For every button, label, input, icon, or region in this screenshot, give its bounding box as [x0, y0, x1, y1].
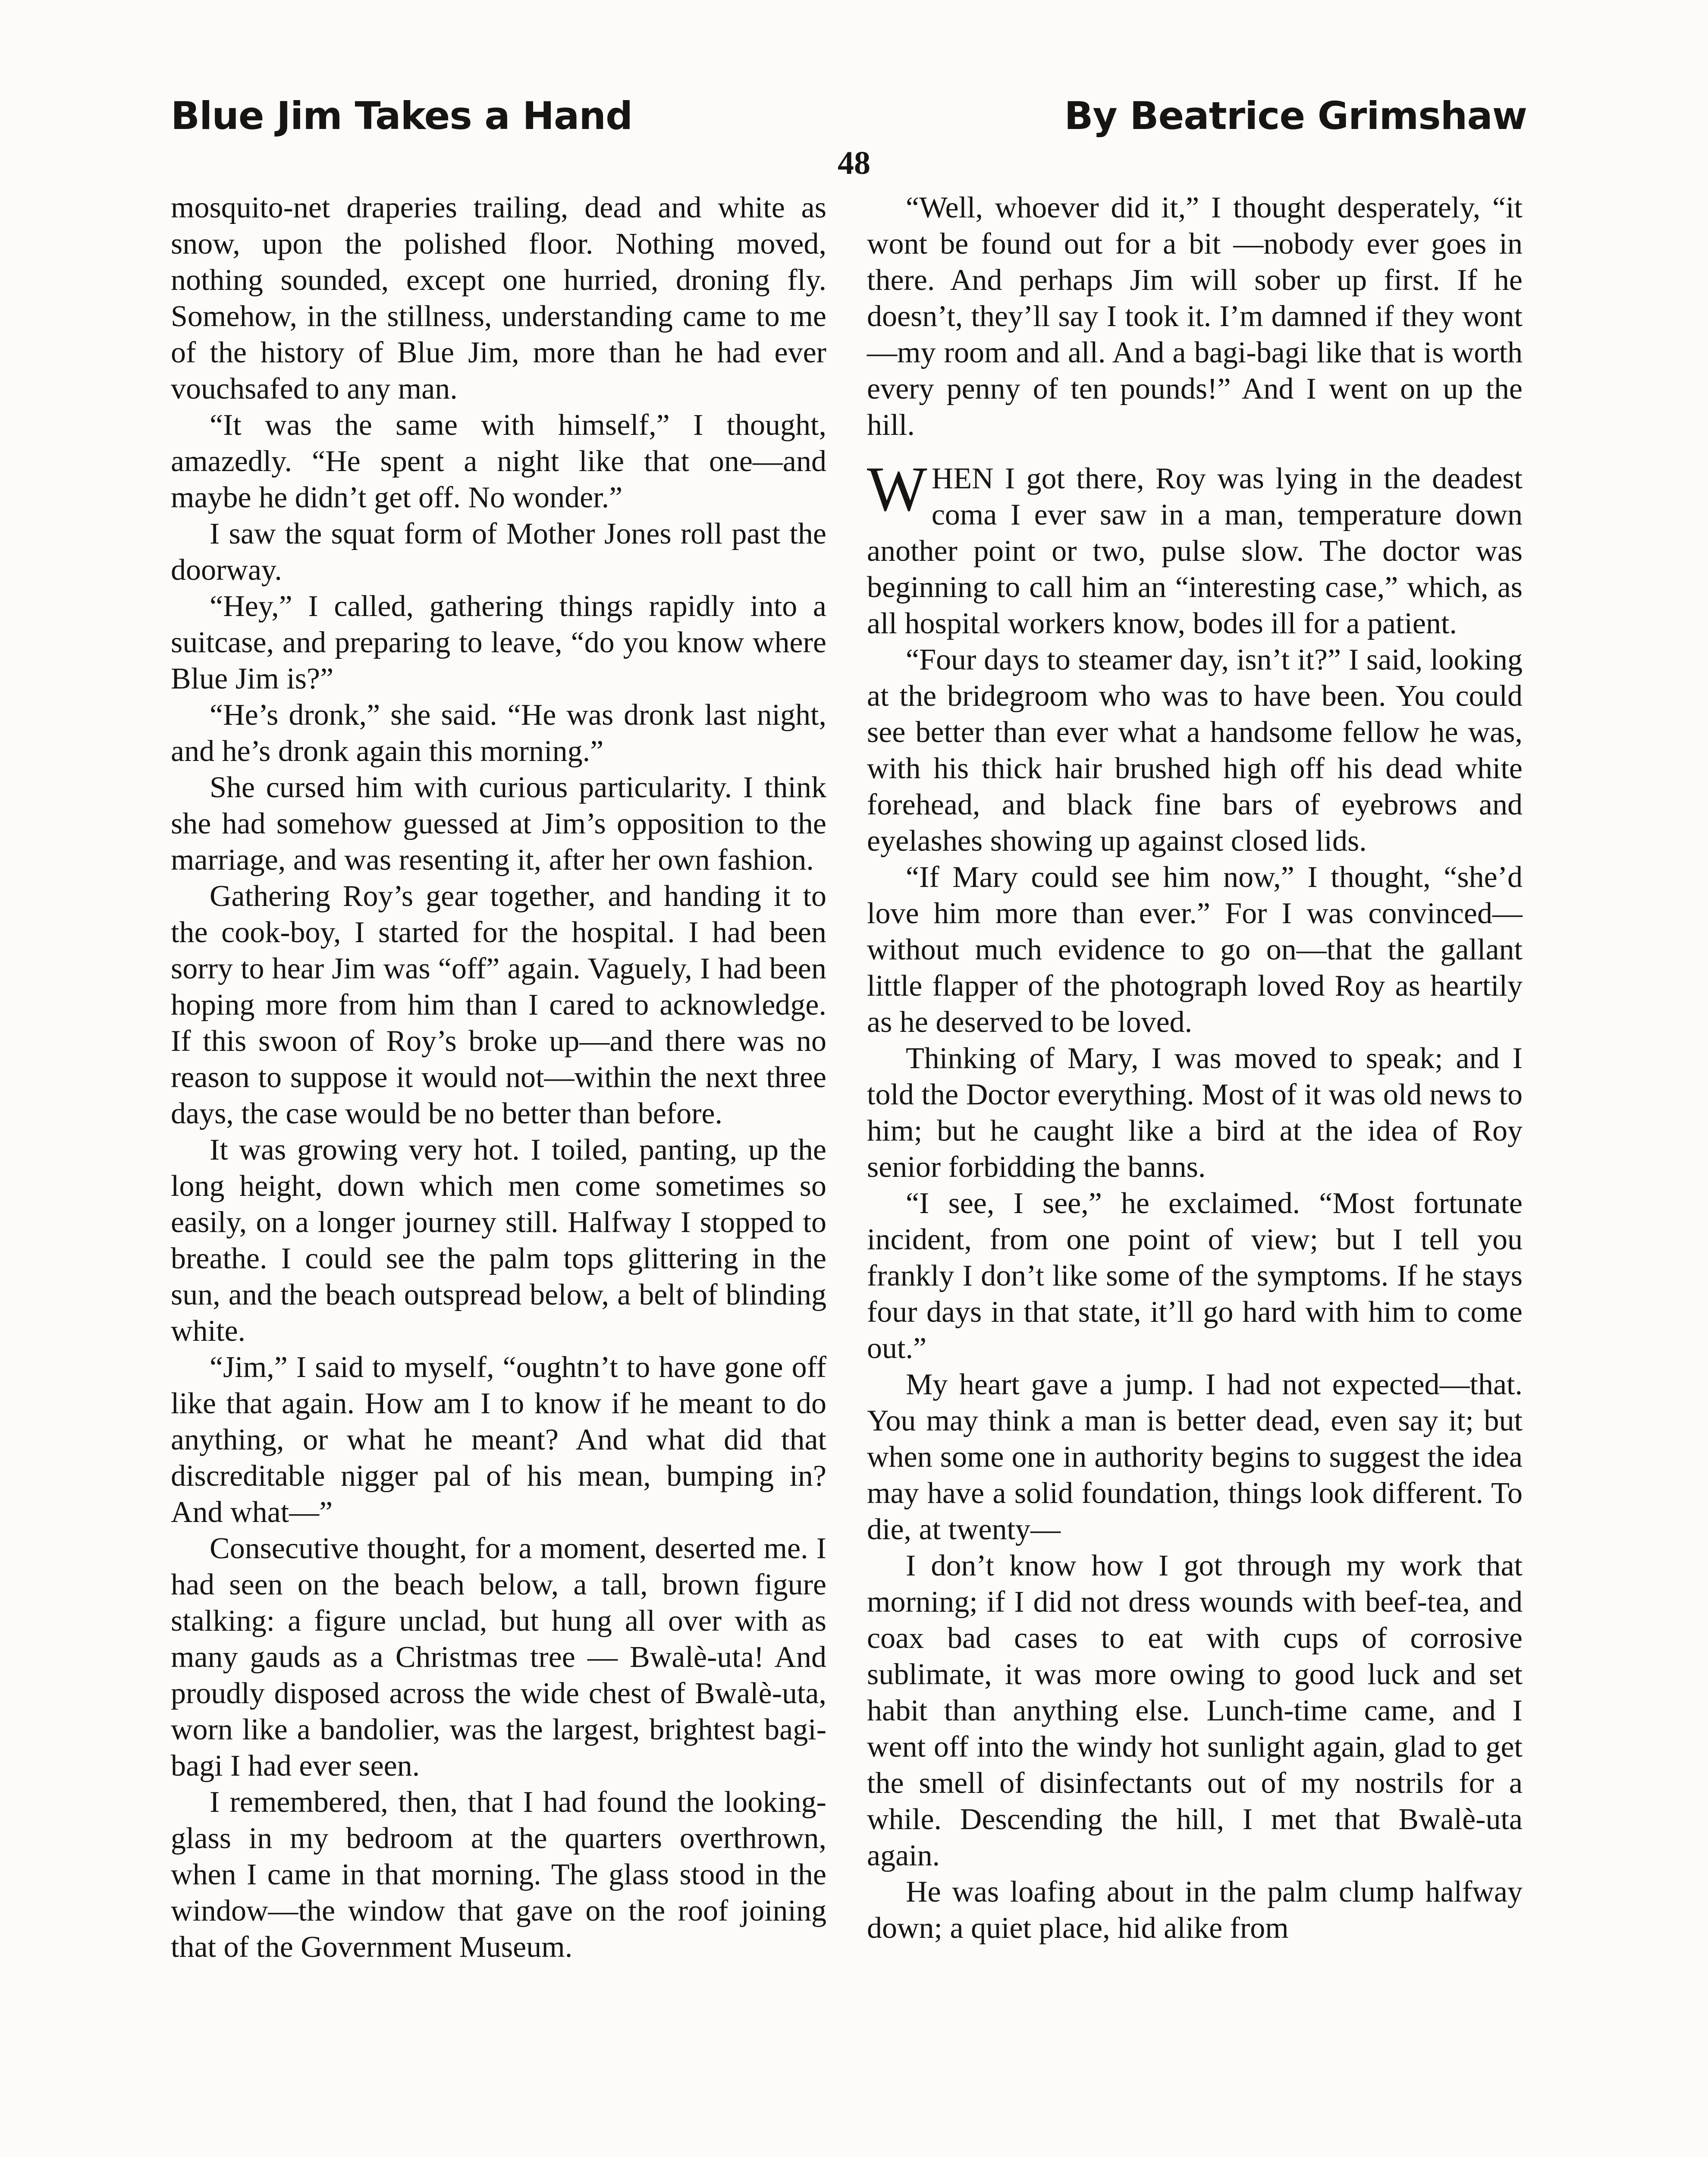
paragraph-text: “If Mary could see him now,” I thought, “she’d love him more than ever.” For I was convinced—without much evidence to go on—that the gallant little flapper of the photograph loved Roy as heartily as he deserved to be loved. — [867, 861, 1523, 1039]
paragraph — [171, 1784, 826, 1965]
paragraph-text: “Hey,” I called, gathering things rapidly into a suitcase, and preparing to leave, “do you know where Blue Jim is?” — [171, 590, 826, 695]
paragraph-text: Consecutive thought, for a moment, deserted me. I had seen on the beach below, a tall, brown figure stalking: a figure unclad, but hung all over with as many gauds as a Christmas tree — Bwalè-uta! And proudly disposed across the wide chest of Bwalè-uta, worn like a bandolier, was the largest, brightest bagi-bagi I had ever seen. — [171, 1532, 826, 1783]
paragraph-text: Gathering Roy’s gear together, and handing it to the cook-boy, I started for the hospital. I had been sorry to hear Jim was “off” again. Vaguely, I had been hoping more from him than I cared to acknowledge. If this swoon of Roy’s broke up—and there was no reason to suppose it would not—within the next three days, the case would be no better than before. — [171, 880, 826, 1130]
paragraph-text: Thinking of Mary, I was moved to speak; and I told the Doctor everything. Most of it was old news to him; but he caught like a bird at the idea of Roy senior forbidding the banns. — [867, 1042, 1523, 1184]
paragraph-text: “Jim,” I said to myself, “oughtn’t to have gone off like that again. How am I to know if he meant to do anything, or what he meant? And what did that discreditable nigger pal of his mean, bumping in? And what—” — [171, 1351, 826, 1529]
paragraph-text: mosquito-net draperies trailing, dead and white as snow, upon the polished floor. Nothing moved, nothing sounded, except one hurried, droning fly. Somehow, in the stillness, understanding came to me of the history of Blue Jim, more than he had ever vouchsafed to any man. — [171, 191, 826, 406]
paragraph — [171, 1531, 826, 1784]
paragraph — [171, 878, 826, 1132]
paragraph — [867, 454, 1523, 642]
paragraph-text: “I see, I see,” he exclaimed. “Most fortunate incident, from one point of view; but I tell you frankly I don’t like some of the symptoms. If he stays four days in that state, it’ll go hard with him to come out.” — [867, 1187, 1523, 1365]
paragraph-text: HEN I got there, Roy was lying in the deadest coma I ever saw in a man, temperature down another point or two, pulse slow. The doctor was beginning to call him an “interesting case,” which, as all hospital workers know, bodes ill for a patient. — [867, 462, 1523, 640]
paragraph — [171, 588, 826, 697]
paragraph — [867, 1041, 1523, 1185]
paragraph-text: I don’t know how I got through my work that morning; if I did not dress wounds with beef-tea, and coax bad cases to eat with cups of corrosive sublimate, it was more owing to good luck and set habit than anything else. Lunch-time came, and I went off into the windy hot sunlight again, glad to get the smell of disinfectants out of my nostrils for a while. Descending the hill, I met that Bwalè-uta again. — [867, 1549, 1523, 1872]
paragraph-text: He was loafing about in the palm clump halfway down; a quiet place, hid alike from — [867, 1875, 1523, 1945]
page-number: 48 — [838, 145, 870, 181]
paragraph — [867, 642, 1523, 859]
paragraph-text: She cursed him with curious particularity. I think she had somehow guessed at Jim’s opposition to the marriage, and was resenting it, after her own fashion. — [171, 771, 826, 877]
paragraph — [171, 407, 826, 516]
drop-cap: W — [867, 454, 927, 525]
paragraph — [171, 190, 826, 407]
paragraph-text: “It was the same with himself,” I thought, amazedly. “He spent a night like that one—and maybe he didn’t get off. No wonder.” — [171, 409, 826, 514]
paragraph — [171, 697, 826, 770]
left-text-column — [171, 190, 826, 1965]
paragraph-text: “Well, whoever did it,” I thought desperately, “it wont be found out for a bit —nobody ever goes in there. And perhaps Jim will sober up first. If he doesn’t, they’ll say I took it. I’m damned if they wont—my room and all. And a bagi-bagi like that is worth every penny of ten pounds!” And I went on up the hill. — [867, 191, 1523, 442]
paragraph-text: I remembered, then, that I had found the looking-glass in my bedroom at the quarters overthrown, when I came in that morning. The glass stood in the window—the window that gave on the roof joining that of the Government Museum. — [171, 1786, 826, 1964]
paragraph — [171, 770, 826, 878]
author-byline: By Beatrice Grimshaw — [1064, 94, 1527, 138]
right-text-column — [867, 190, 1523, 1946]
paragraph — [867, 1367, 1523, 1548]
paragraph — [171, 516, 826, 588]
paragraph — [867, 190, 1523, 443]
paragraph-text: “Four days to steamer day, isn’t it?” I said, looking at the bridegroom who was to have been. You could see better than ever what a handsome fellow he was, with his thick hair brushed high off his dead white forehead, and black fine bars of eyebrows and eyelashes showing up against closed lids. — [867, 643, 1523, 858]
paragraph — [171, 1132, 826, 1349]
paragraph — [867, 859, 1523, 1041]
paragraph-text: “He’s dronk,” she said. “He was dronk last night, and he’s dronk again this morning.” — [171, 698, 826, 768]
paragraph — [867, 1548, 1523, 1874]
paragraph-text: My heart gave a jump. I had not expected—that. You may think a man is better dead, even say it; but when some one in authority begins to suggest the idea may have a solid foundation, things look different. To die, at twenty— — [867, 1368, 1523, 1546]
article-title: Blue Jim Takes a Hand — [171, 94, 633, 138]
paragraph-text: It was growing very hot. I toiled, panting, up the long height, down which men come sometimes so easily, on a longer journey still. Halfway I stopped to breathe. I could see the palm tops glittering in the sun, and the beach outspread below, a belt of blinding white. — [171, 1133, 826, 1348]
paragraph — [867, 1185, 1523, 1367]
paragraph — [867, 1874, 1523, 1946]
paragraph — [171, 1349, 826, 1531]
paragraph-text: I saw the squat form of Mother Jones roll past the doorway. — [171, 517, 826, 587]
